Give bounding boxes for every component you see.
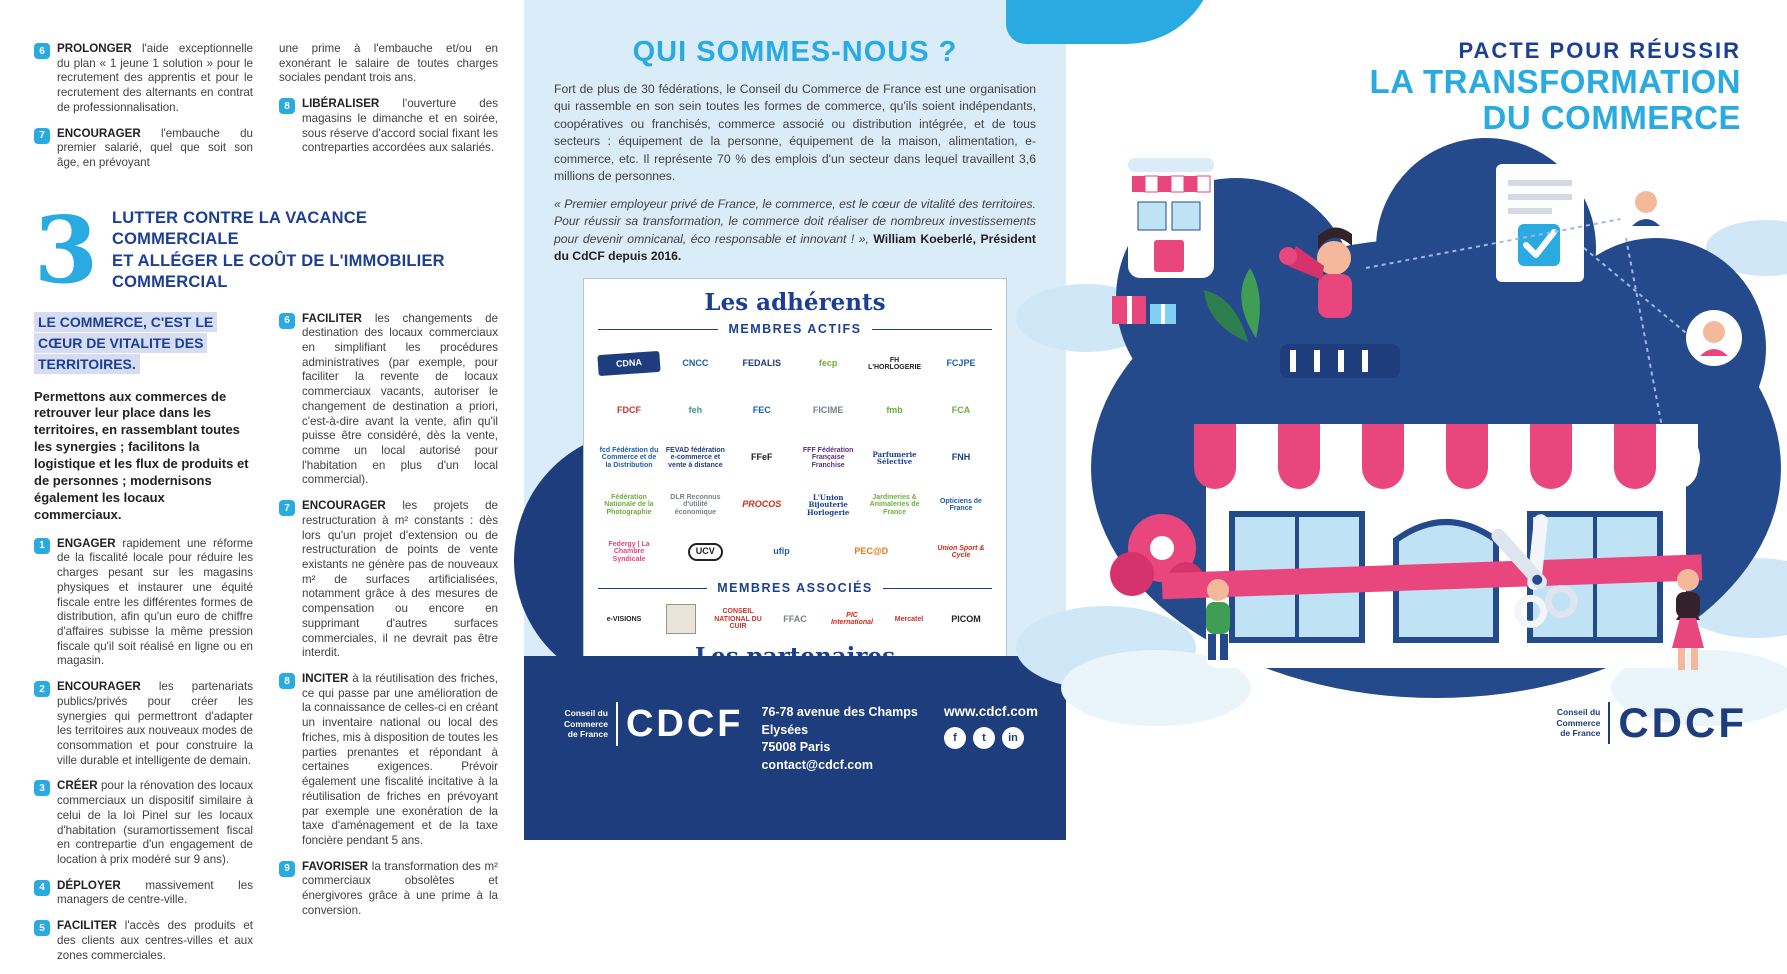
- section-3-columns: [34, 312, 498, 974]
- item-lead: ENCOURAGER: [57, 127, 141, 140]
- logo-conseil-national-du-cuir: CONSEIL NATIONAL DU CUIR: [712, 608, 764, 630]
- cdcf-logo-footer: Conseil du Commerce de France CDCF: [564, 702, 743, 746]
- numbered-item-2: [34, 680, 253, 768]
- logo-cncc: CNCC: [664, 359, 726, 368]
- logo-fec: FEC: [731, 406, 793, 415]
- section-3-col-2: [279, 312, 498, 974]
- logo-ffac: FFAC: [769, 615, 821, 624]
- numbered-item-4: [34, 879, 253, 908]
- logo-fed-nationale-photographie: Fédération Nationale de la Photographie: [598, 494, 660, 516]
- item-lead: FACILITER: [302, 312, 362, 325]
- cover-title: PACTE POUR RÉUSSIR LA TRANSFORMATION DU COMMERCE: [1370, 38, 1741, 135]
- logo-union-bijouterie-horlogerie: L'Union Bijouterie Horlogerie: [797, 494, 859, 516]
- contact-footer: [524, 656, 1066, 840]
- item-lead: FAVORISER: [302, 860, 368, 873]
- item-number-badge: 1: [34, 538, 50, 554]
- logo-cdna: CDNA: [597, 351, 660, 377]
- checked-document-icon: [1496, 164, 1584, 282]
- logo-fecp: fecp: [797, 359, 859, 368]
- item-text: les changements de destination des locaux commerciaux en simplifiant les procédures administratives (par exemple, pour faciliter la revente de locaux commerciaux vacants, autoriser le changement de destination a priori, c'est-à-dire avant la vente, afin qu'il puisse être considéré, dès la vente, comme un local autorisé pour l'habitation en plus d'un local commercial).: [302, 312, 498, 487]
- facebook-icon[interactable]: f: [944, 727, 966, 749]
- item-text: à la réutilisation des friches, ce qui passe par une amélioration de la connaissance de celles-ci en créant un inventaire national ou local des friches, mis à disposition de toutes les parties prenantes et répondant à certaines exigences. Prévoir également une fiscalité incitative à la réutilisation de friches en prévoyant par exemple une exonération de la taxe d'aménagement et de la taxe foncière pendant 5 ans.: [302, 672, 498, 847]
- logo-parfumerie-selective: Parfumerie Sélective: [864, 451, 926, 466]
- item-number-badge: 3: [34, 780, 50, 796]
- cdcf-logo-cover: Conseil du Commerce de France CDCF: [1556, 702, 1747, 744]
- numbered-item-9: [279, 860, 498, 919]
- logo-ficime: FICIME: [797, 406, 859, 415]
- logo-ufip: ufip: [750, 547, 812, 556]
- item-lead: FACILITER: [57, 919, 117, 932]
- logo-pecad: PEC@D: [840, 547, 902, 556]
- logo-fcd: fcd Fédération du Commerce et de la Distribution: [598, 447, 660, 469]
- logo-fedalis: FEDALIS: [731, 359, 793, 368]
- avatar-circle-2: [1686, 310, 1742, 366]
- section-3-intro: Permettons aux commerces de retrouver leur place dans les territoires, en rassemblant toutes les synergies ; facilitons la logistique et les flux de produits et de personnes ; modernisons également les locaux commerciaux.: [34, 389, 253, 524]
- logo-ffef: FFeF: [731, 453, 793, 462]
- numbered-item-8: [279, 672, 498, 849]
- item-number-badge: 6: [279, 313, 295, 329]
- footer-email[interactable]: contact@cdcf.com: [761, 757, 925, 775]
- logo-fnh: FNH: [930, 453, 992, 462]
- footer-address: 76-78 avenue des Champs Elysées 75008 Paris contact@cdcf.com: [761, 704, 925, 774]
- twitter-icon[interactable]: t: [973, 727, 995, 749]
- item-lead: CRÉER: [57, 779, 98, 792]
- engraving-emblem-logo: [655, 604, 707, 634]
- item-text: l'aide exceptionnelle du plan « 1 jeune 1 solution » pour le recrutement des apprentis et pour le recrutement des alternants en contrat de professionnalisation.: [57, 42, 253, 114]
- logo-ucv: UCV: [688, 543, 723, 560]
- item-number-badge: 2: [34, 681, 50, 697]
- top-col-2: [279, 42, 498, 182]
- logo-picom: PICOM: [940, 615, 992, 624]
- associate-members-row: [598, 599, 992, 639]
- section-3-title: LUTTER CONTRE LA VACANCE COMMERCIALE ET ALLÉGER LE COÛT DE L'IMMOBILIER COMMERCIAL: [112, 208, 498, 294]
- item-text: l'accès des produits et des clients aux centres-villes et aux zones commerciales.: [57, 919, 253, 961]
- logo-feh: feh: [664, 406, 726, 415]
- numbered-item-5: [34, 919, 253, 963]
- members-card: [583, 278, 1007, 706]
- numbered-item-7-top: [34, 127, 253, 171]
- item-lead: DÉPLOYER: [57, 879, 121, 892]
- item-number-badge: 8: [279, 98, 295, 114]
- item-lead: ENCOURAGER: [57, 680, 141, 693]
- active-members-row-4: [598, 481, 992, 528]
- item-number-badge: 8: [279, 673, 295, 689]
- item-lead: LIBÉRALISER: [302, 97, 379, 110]
- active-members-row-2: [598, 387, 992, 434]
- logo-fcjpe: FCJPE: [930, 359, 992, 368]
- who-we-are-paragraph: Fort de plus de 30 fédérations, le Conseil du Commerce de France est une organisation qui rassemble en son sein toutes les formes de commerce, qu'ils soient indépendants, coopératives ou franchisés, commerce associé ou distribution intégrée, et de tous secteurs : équipement de la personne, équipement de la maison, alimentation, e-commerce, etc. Il représente 70 % des emplois d'un secteur dans lequel travaillent 3,6 millions de personnes.: [554, 81, 1036, 186]
- numbered-item-8-top: [279, 97, 498, 156]
- linkedin-icon[interactable]: in: [1002, 727, 1024, 749]
- item-7-continuation: une prime à l'embauche et/ou en exonérant le salaire de toutes charges sociales pendant trois ans.: [279, 42, 498, 86]
- social-icons: [944, 727, 1038, 749]
- cdcf-wordmark: CDCF: [626, 705, 744, 743]
- item-text: l'ouverture des magasins le dimanche et en soirée, sous réserve d'accord social fixant les contreparties accordées aux salariés.: [302, 97, 498, 154]
- item-number-badge: 5: [34, 920, 50, 936]
- avatar-circle-1: [1618, 180, 1674, 236]
- numbered-item-6-top: [34, 42, 253, 116]
- numbered-item-1: [34, 537, 253, 669]
- section-3-col-1: [34, 312, 253, 974]
- cdcf-wordmark: CDCF: [1618, 702, 1747, 744]
- highlight-heading: LE COMMERCE, C'EST LE CŒUR DE VITALITE DES TERRITOIRES.: [34, 312, 217, 374]
- who-we-are-title: QUI SOMMES-NOUS ?: [524, 36, 1066, 69]
- numbered-item-3: [34, 779, 253, 867]
- numbered-item-7: [279, 499, 498, 661]
- logo-union-sport-cycle: Union Sport & Cycle: [930, 545, 992, 560]
- logo-procos: PROCOS: [731, 500, 793, 509]
- cover-illustration: [1066, 128, 1787, 748]
- logo-pic-international: PIC International: [826, 612, 878, 627]
- top-continuation-columns: [34, 42, 498, 182]
- logo-fmb: fmb: [864, 406, 926, 415]
- active-members-row-1: [598, 340, 992, 387]
- adherents-title: Les adhérents: [598, 289, 992, 316]
- logo-fh-horlogerie: FH L'HORLOGERIE: [864, 357, 926, 372]
- item-number-badge: 6: [34, 43, 50, 59]
- item-text: les projets de restructuration à m² constants : dès lors qu'un projet d'extension ou de restructuration de points de vente existants ne génère pas de nouveaux m² de surfaces artificialisées, notamment grâce à des mesures de compensation ou encore en supprimant d'autres surfaces commerciales, il ne devrait pas être interdit.: [302, 499, 498, 659]
- cyan-swoosh-decoration: [1006, 0, 1216, 44]
- logo-mercatel: Mercatel: [883, 616, 935, 623]
- logo-dlr: DLR Reconnus d'utilité économique: [664, 494, 726, 516]
- logo-fdcf: FDCF: [598, 406, 660, 415]
- item-lead: INCITER: [302, 672, 348, 685]
- logo-fff-franchise: FFF Fédération Française Franchise: [797, 447, 859, 469]
- quote-author: William Koeberlé, Président du CdCF depuis 2016.: [554, 232, 1036, 263]
- active-members-row-5: [598, 528, 992, 575]
- panel-left-measures: [0, 0, 524, 840]
- item-lead: PROLONGER: [57, 42, 132, 55]
- logo-jardineries-animaleries: Jardineries & Animaleries de France: [864, 494, 926, 516]
- logo-federgy: Federgy | La Chambre Syndicale: [598, 541, 660, 563]
- panel-right-cover: [1066, 0, 1787, 840]
- active-members-row-3: [598, 434, 992, 481]
- section-3-header: [34, 208, 498, 294]
- item-text: la transformation des m² commerciaux obsolètes et énergivores grâce à une prime à la conversion.: [302, 860, 498, 917]
- logo-opticiens-de-france: Opticiens de France: [930, 498, 992, 513]
- top-col-1: [34, 42, 253, 182]
- active-members-divider: MEMBRES ACTIFS: [598, 322, 992, 336]
- numbered-item-6: [279, 312, 498, 489]
- item-text: l'embauche du premier salarié, quel que soit son âge, en prévoyant: [57, 127, 253, 169]
- item-number-badge: 7: [279, 500, 295, 516]
- associate-members-divider: MEMBRES ASSOCIÉS: [598, 581, 992, 595]
- item-number-badge: 4: [34, 880, 50, 896]
- logo-fevad: FEVAD fédération e-commerce et vente à distance: [664, 447, 726, 469]
- footer-website[interactable]: www.cdcf.com: [944, 704, 1038, 719]
- item-lead: ENCOURAGER: [302, 499, 386, 512]
- item-text: rapidement une réforme de la fiscalité locale pour réduire les charges pesant sur les magasins physiques et instaurer une équité fiscale entre les différentes formes de distribution, afin qu'un euro de chiffre d'affaires subisse la même pression fiscale qu'il soit réalisé en ligne ou en magasin.: [57, 537, 253, 668]
- storefront: [1194, 424, 1698, 668]
- item-text: pour la rénovation des locaux commerciaux un dispositif similaire à celui de la loi Pinel sur les locaux d'habitation (suramortissement fiscal en contrepartie d'un engagement de location à prix modéré sur 9 ans).: [57, 779, 253, 866]
- logo-e-visions: e-VISIONS: [598, 616, 650, 623]
- panel-middle-who-we-are: [524, 0, 1066, 840]
- item-number-badge: 7: [34, 128, 50, 144]
- item-number-badge: 9: [279, 861, 295, 877]
- president-quote: « Premier employeur privé de France, le commerce, est le cœur de vitalité des territoires. Pour réussir sa transformation, le commerce doit réaliser de nombreux investissements pour devenir omnicanal, éco responsable et innovant ! », William Koeberlé, Président du CdCF depuis 2016.: [554, 196, 1036, 266]
- mobile-shop-icon: [1128, 158, 1214, 278]
- item-lead: ENGAGER: [57, 537, 116, 550]
- logo-fca: FCA: [930, 406, 992, 415]
- section-3-numeral: 3: [34, 209, 98, 292]
- item-text: les partenariats publics/privés pour créer les synergies qui permettront d'adapter les territoires aux nouveaux modes de consommation et pour construire la ville durable et intelligente de demain.: [57, 680, 253, 767]
- item-text: massivement les managers de centre-ville.: [57, 879, 253, 907]
